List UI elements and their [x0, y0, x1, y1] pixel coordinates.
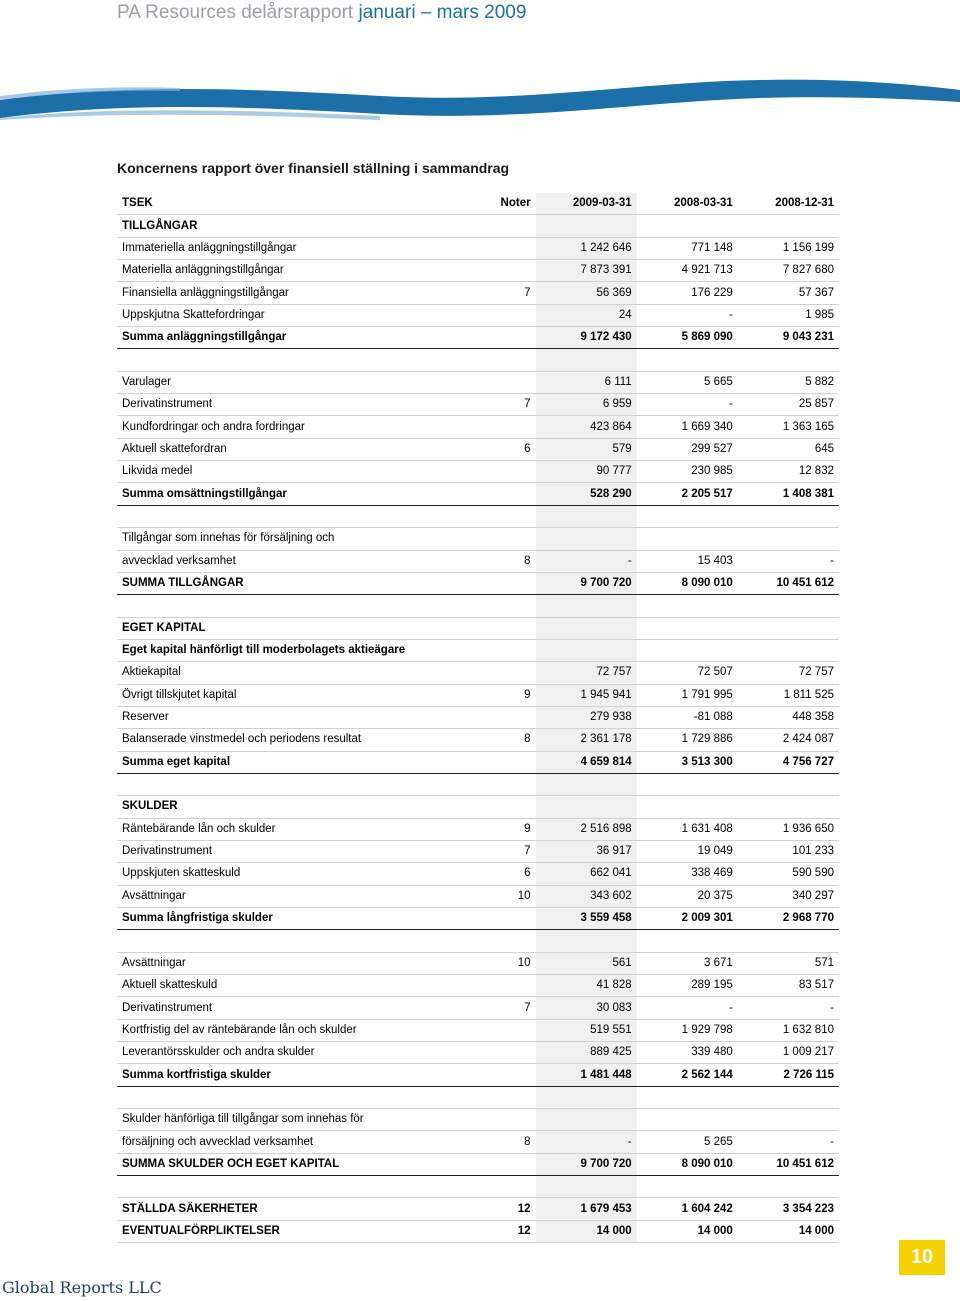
row-value-2009-03-31: 279 938 [536, 706, 637, 728]
row-label: Summa kortfristiga skulder [117, 1064, 435, 1086]
row-value-2008-12-31: 1 408 381 [738, 483, 839, 505]
row-label: Leverantörsskulder och andra skulder [117, 1042, 435, 1064]
row-value-2008-12-31: 590 590 [738, 863, 839, 885]
row-value-2008-12-31: 2 968 770 [738, 908, 839, 930]
row-value-2009-03-31 [536, 1176, 637, 1198]
row-value-2009-03-31 [536, 1109, 637, 1131]
row-label: Tillgångar som innehas för försäljning och [117, 528, 435, 550]
row-label [117, 1086, 435, 1108]
row-value-2008-03-31: 15 403 [637, 550, 738, 572]
table-spacer-row [117, 1086, 839, 1108]
table-row [117, 550, 839, 572]
row-note [435, 461, 535, 483]
row-note [435, 908, 535, 930]
row-note [435, 662, 535, 684]
row-note: 8 [435, 550, 535, 572]
row-value-2008-12-31 [738, 595, 839, 617]
table-row [117, 282, 839, 304]
row-label: Derivatinstrument [117, 840, 435, 862]
table-row [117, 818, 839, 840]
row-label: Summa anläggningstillgångar [117, 327, 435, 349]
row-value-2008-03-31 [637, 617, 738, 639]
table-row [117, 885, 839, 907]
table-header-row [117, 193, 839, 215]
row-value-2008-03-31: 3 513 300 [637, 751, 738, 773]
row-value-2008-12-31: 1 936 650 [738, 818, 839, 840]
row-value-2008-12-31: 101 233 [738, 840, 839, 862]
row-label [117, 595, 435, 617]
row-label: Finansiella anläggningstillgångar [117, 282, 435, 304]
row-note: 12 [435, 1198, 535, 1220]
row-label: TILLGÅNGAR [117, 215, 435, 237]
row-note: 7 [435, 840, 535, 862]
table-spacer-row [117, 505, 839, 527]
row-value-2009-03-31: 561 [536, 952, 637, 974]
row-note: 7 [435, 394, 535, 416]
row-value-2008-03-31 [637, 349, 738, 371]
table-row [117, 840, 839, 862]
row-value-2008-03-31 [637, 930, 738, 952]
row-label [117, 930, 435, 952]
row-value-2008-03-31: 5 665 [637, 371, 738, 393]
column-header-2008-12-31: 2008-12-31 [738, 193, 839, 215]
row-note [435, 572, 535, 594]
column-header-tsek: TSEK [117, 193, 435, 215]
row-value-2008-03-31: 1 604 242 [637, 1198, 738, 1220]
row-value-2008-03-31 [637, 505, 738, 527]
row-value-2008-12-31: 1 632 810 [738, 1019, 839, 1041]
row-note [435, 1064, 535, 1086]
row-value-2008-03-31 [637, 215, 738, 237]
table-row [117, 394, 839, 416]
row-note [435, 327, 535, 349]
row-value-2009-03-31 [536, 349, 637, 371]
row-note [435, 796, 535, 818]
row-label: Uppskjutna Skattefordringar [117, 304, 435, 326]
row-note [435, 505, 535, 527]
table-row [117, 796, 839, 818]
row-value-2009-03-31: 1 679 453 [536, 1198, 637, 1220]
table-row [117, 1042, 839, 1064]
row-note [435, 706, 535, 728]
row-label: Uppskjuten skatteskuld [117, 863, 435, 885]
row-note: 7 [435, 997, 535, 1019]
row-label: Kundfordringar och andra fordringar [117, 416, 435, 438]
row-value-2008-12-31 [738, 528, 839, 550]
row-note: 6 [435, 863, 535, 885]
row-label: Immateriella anläggningstillgångar [117, 237, 435, 259]
page-number-badge: 10 [899, 1240, 945, 1275]
row-note [435, 304, 535, 326]
row-label: Summa omsättningstillgångar [117, 483, 435, 505]
row-note: 9 [435, 818, 535, 840]
row-label: Derivatinstrument [117, 997, 435, 1019]
row-value-2008-03-31: 1 791 995 [637, 684, 738, 706]
row-label [117, 1176, 435, 1198]
row-value-2009-03-31: 889 425 [536, 1042, 637, 1064]
row-label [117, 773, 435, 795]
row-label: Aktiekapital [117, 662, 435, 684]
row-note: 8 [435, 729, 535, 751]
row-value-2008-12-31 [738, 349, 839, 371]
row-value-2009-03-31: 2 516 898 [536, 818, 637, 840]
row-label: SKULDER [117, 796, 435, 818]
footer-company-name: Global Reports LLC [2, 1278, 162, 1297]
row-value-2009-03-31: 9 700 720 [536, 572, 637, 594]
row-value-2008-12-31 [738, 505, 839, 527]
row-note: 7 [435, 282, 535, 304]
table-row [117, 952, 839, 974]
row-value-2009-03-31: 1 945 941 [536, 684, 637, 706]
row-value-2008-12-31: - [738, 550, 839, 572]
row-value-2009-03-31: 4 659 814 [536, 751, 637, 773]
row-value-2008-03-31: 8 090 010 [637, 1153, 738, 1175]
table-row [117, 438, 839, 460]
table-row [117, 260, 839, 282]
table-row [117, 751, 839, 773]
row-value-2008-03-31 [637, 773, 738, 795]
row-value-2009-03-31: 9 700 720 [536, 1153, 637, 1175]
table-row [117, 617, 839, 639]
row-label: EGET KAPITAL [117, 617, 435, 639]
row-value-2008-03-31: 176 229 [637, 282, 738, 304]
table-spacer-row [117, 773, 839, 795]
row-label [117, 349, 435, 371]
row-note [435, 1109, 535, 1131]
row-value-2008-12-31: 1 156 199 [738, 237, 839, 259]
row-value-2008-03-31: 5 869 090 [637, 327, 738, 349]
row-value-2008-03-31: 20 375 [637, 885, 738, 907]
row-value-2008-03-31 [637, 595, 738, 617]
row-label: Skulder hänförliga till tillgångar som innehas för [117, 1109, 435, 1131]
row-value-2008-12-31: 2 424 087 [738, 729, 839, 751]
row-value-2008-12-31 [738, 930, 839, 952]
row-note [435, 930, 535, 952]
row-value-2008-03-31: 1 631 408 [637, 818, 738, 840]
row-value-2008-03-31: 1 669 340 [637, 416, 738, 438]
row-note [435, 215, 535, 237]
row-value-2008-03-31: 771 148 [637, 237, 738, 259]
row-note [435, 751, 535, 773]
row-label: Avsättningar [117, 885, 435, 907]
row-value-2009-03-31: 579 [536, 438, 637, 460]
row-note [435, 349, 535, 371]
row-value-2008-12-31: - [738, 997, 839, 1019]
row-value-2009-03-31 [536, 796, 637, 818]
row-value-2008-03-31: 72 507 [637, 662, 738, 684]
row-note [435, 773, 535, 795]
row-note [435, 1086, 535, 1108]
row-label: Balanserade vinstmedel och periodens resultat [117, 729, 435, 751]
row-note: 9 [435, 684, 535, 706]
table-row [117, 483, 839, 505]
row-value-2008-03-31: 3 671 [637, 952, 738, 974]
table-row [117, 572, 839, 594]
row-label: Eget kapital hänförligt till moderbolagets aktieägare [117, 639, 435, 661]
row-label: Summa eget kapital [117, 751, 435, 773]
table-row [117, 1220, 839, 1242]
row-label: försäljning och avvecklad verksamhet [117, 1131, 435, 1153]
row-value-2009-03-31: 72 757 [536, 662, 637, 684]
row-value-2008-03-31: - [637, 304, 738, 326]
row-label: avvecklad verksamhet [117, 550, 435, 572]
row-value-2009-03-31: 41 828 [536, 975, 637, 997]
row-value-2009-03-31: 90 777 [536, 461, 637, 483]
row-value-2008-12-31: 645 [738, 438, 839, 460]
row-value-2008-12-31: 83 517 [738, 975, 839, 997]
table-row [117, 997, 839, 1019]
row-value-2009-03-31: 30 083 [536, 997, 637, 1019]
row-value-2009-03-31: 519 551 [536, 1019, 637, 1041]
table-row [117, 684, 839, 706]
row-value-2009-03-31: 24 [536, 304, 637, 326]
row-label: Materiella anläggningstillgångar [117, 260, 435, 282]
table-row [117, 729, 839, 751]
row-value-2008-03-31: 2 205 517 [637, 483, 738, 505]
table-row [117, 1019, 839, 1041]
row-value-2008-03-31 [637, 1086, 738, 1108]
table-row [117, 706, 839, 728]
row-note [435, 237, 535, 259]
balance-sheet-table [117, 193, 839, 1243]
row-value-2008-12-31: 9 043 231 [738, 327, 839, 349]
row-value-2008-03-31: 14 000 [637, 1220, 738, 1242]
row-label: Derivatinstrument [117, 394, 435, 416]
row-label: Övrigt tillskjutet kapital [117, 684, 435, 706]
row-value-2008-03-31: 1 929 798 [637, 1019, 738, 1041]
row-value-2009-03-31: 6 111 [536, 371, 637, 393]
table-row [117, 1131, 839, 1153]
row-label: Reserver [117, 706, 435, 728]
row-value-2008-12-31: 10 451 612 [738, 572, 839, 594]
table-row [117, 528, 839, 550]
report-header-title [117, 2, 526, 24]
row-label: SUMMA TILLGÅNGAR [117, 572, 435, 594]
row-label: Aktuell skatteskuld [117, 975, 435, 997]
row-value-2009-03-31: 9 172 430 [536, 327, 637, 349]
row-value-2008-03-31: 4 921 713 [637, 260, 738, 282]
table-row [117, 237, 839, 259]
row-note [435, 595, 535, 617]
row-value-2008-12-31: 3 354 223 [738, 1198, 839, 1220]
table-row [117, 1109, 839, 1131]
column-header-2009-03-31: 2009-03-31 [536, 193, 637, 215]
row-value-2008-12-31: 7 827 680 [738, 260, 839, 282]
row-label: Räntebärande lån och skulder [117, 818, 435, 840]
table-row [117, 215, 839, 237]
row-value-2008-12-31: 2 726 115 [738, 1064, 839, 1086]
row-note [435, 371, 535, 393]
row-value-2008-03-31 [637, 639, 738, 661]
row-value-2008-12-31 [738, 215, 839, 237]
table-row [117, 1153, 839, 1175]
row-value-2009-03-31: 1 242 646 [536, 237, 637, 259]
row-value-2008-12-31 [738, 639, 839, 661]
column-header-noter: Noter [435, 193, 535, 215]
row-label: STÄLLDA SÄKERHETER [117, 1198, 435, 1220]
row-value-2008-03-31 [637, 796, 738, 818]
table-row [117, 304, 839, 326]
row-value-2008-12-31 [738, 617, 839, 639]
row-value-2009-03-31: 423 864 [536, 416, 637, 438]
table-row [117, 1198, 839, 1220]
row-label: Likvida medel [117, 461, 435, 483]
row-value-2009-03-31 [536, 528, 637, 550]
row-note [435, 528, 535, 550]
row-value-2009-03-31 [536, 617, 637, 639]
row-value-2008-12-31: 10 451 612 [738, 1153, 839, 1175]
row-value-2008-12-31: 57 367 [738, 282, 839, 304]
row-value-2009-03-31: 7 873 391 [536, 260, 637, 282]
row-value-2009-03-31: 3 559 458 [536, 908, 637, 930]
row-value-2008-12-31: 340 297 [738, 885, 839, 907]
table-row [117, 461, 839, 483]
row-value-2008-12-31: 25 857 [738, 394, 839, 416]
row-value-2008-03-31: - [637, 394, 738, 416]
row-note: 8 [435, 1131, 535, 1153]
row-label [117, 505, 435, 527]
row-value-2008-03-31: - [637, 997, 738, 1019]
row-value-2008-12-31: 1 985 [738, 304, 839, 326]
row-value-2009-03-31: - [536, 550, 637, 572]
row-value-2008-12-31: 72 757 [738, 662, 839, 684]
row-label: Aktuell skattefordran [117, 438, 435, 460]
row-value-2009-03-31: 662 041 [536, 863, 637, 885]
row-value-2008-03-31: -81 088 [637, 706, 738, 728]
row-value-2009-03-31 [536, 773, 637, 795]
row-value-2008-03-31: 1 729 886 [637, 729, 738, 751]
row-value-2008-12-31 [738, 773, 839, 795]
row-value-2009-03-31: 56 369 [536, 282, 637, 304]
row-note [435, 617, 535, 639]
table-row [117, 1064, 839, 1086]
row-value-2008-03-31: 338 469 [637, 863, 738, 885]
row-value-2008-12-31 [738, 1086, 839, 1108]
row-value-2008-03-31: 19 049 [637, 840, 738, 862]
row-value-2008-03-31: 5 265 [637, 1131, 738, 1153]
row-note [435, 260, 535, 282]
row-value-2009-03-31 [536, 215, 637, 237]
row-value-2008-03-31: 2 009 301 [637, 908, 738, 930]
table-row [117, 327, 839, 349]
row-note [435, 975, 535, 997]
table-row [117, 908, 839, 930]
table-row [117, 863, 839, 885]
row-value-2008-12-31: 1 811 525 [738, 684, 839, 706]
row-value-2008-03-31: 339 480 [637, 1042, 738, 1064]
column-header-2008-03-31: 2008-03-31 [637, 193, 738, 215]
row-value-2009-03-31: 2 361 178 [536, 729, 637, 751]
row-note: 6 [435, 438, 535, 460]
row-label: Kortfristig del av räntebärande lån och skulder [117, 1019, 435, 1041]
header-swoosh-decoration [0, 62, 960, 122]
row-value-2009-03-31 [536, 930, 637, 952]
row-label: SUMMA SKULDER OCH EGET KAPITAL [117, 1153, 435, 1175]
row-value-2008-12-31: 571 [738, 952, 839, 974]
row-value-2008-12-31 [738, 1109, 839, 1131]
row-value-2008-03-31 [637, 1109, 738, 1131]
row-note: 10 [435, 885, 535, 907]
table-spacer-row [117, 349, 839, 371]
row-value-2009-03-31: 36 917 [536, 840, 637, 862]
row-value-2009-03-31 [536, 639, 637, 661]
row-value-2009-03-31 [536, 1086, 637, 1108]
row-note [435, 416, 535, 438]
table-spacer-row [117, 595, 839, 617]
table-spacer-row [117, 1176, 839, 1198]
row-value-2008-12-31: 12 832 [738, 461, 839, 483]
header-title-prefix: PA Resources delårsrapport [117, 2, 359, 23]
table-spacer-row [117, 930, 839, 952]
row-note [435, 1176, 535, 1198]
row-note [435, 1153, 535, 1175]
row-value-2009-03-31: 343 602 [536, 885, 637, 907]
row-note: 12 [435, 1220, 535, 1242]
row-note [435, 1042, 535, 1064]
row-value-2009-03-31: 1 481 448 [536, 1064, 637, 1086]
row-value-2008-12-31: 448 358 [738, 706, 839, 728]
section-title: Koncernens rapport över finansiell ställning i sammandrag [117, 160, 510, 176]
row-value-2008-03-31 [637, 528, 738, 550]
row-label: Summa långfristiga skulder [117, 908, 435, 930]
row-value-2008-12-31 [738, 796, 839, 818]
row-value-2008-12-31: 5 882 [738, 371, 839, 393]
row-value-2009-03-31 [536, 505, 637, 527]
header-title-period: januari – mars 2009 [358, 2, 527, 23]
row-note [435, 483, 535, 505]
table-row [117, 371, 839, 393]
row-value-2008-03-31: 230 985 [637, 461, 738, 483]
row-value-2008-03-31: 8 090 010 [637, 572, 738, 594]
row-value-2009-03-31: 6 959 [536, 394, 637, 416]
row-value-2009-03-31: 528 290 [536, 483, 637, 505]
row-value-2008-12-31: 4 756 727 [738, 751, 839, 773]
row-value-2008-12-31: 1 363 165 [738, 416, 839, 438]
row-value-2009-03-31: 14 000 [536, 1220, 637, 1242]
row-note [435, 1019, 535, 1041]
row-value-2008-03-31: 289 195 [637, 975, 738, 997]
table-row [117, 416, 839, 438]
row-value-2008-03-31: 2 562 144 [637, 1064, 738, 1086]
row-label: EVENTUALFÖRPLIKTELSER [117, 1220, 435, 1242]
row-value-2008-12-31: 14 000 [738, 1220, 839, 1242]
row-value-2009-03-31 [536, 595, 637, 617]
row-value-2008-12-31 [738, 1176, 839, 1198]
row-note [435, 639, 535, 661]
row-label: Avsättningar [117, 952, 435, 974]
row-value-2008-03-31 [637, 1176, 738, 1198]
table-row [117, 975, 839, 997]
row-value-2008-03-31: 299 527 [637, 438, 738, 460]
row-value-2009-03-31: - [536, 1131, 637, 1153]
row-value-2008-12-31: 1 009 217 [738, 1042, 839, 1064]
table-row [117, 662, 839, 684]
row-value-2008-12-31: - [738, 1131, 839, 1153]
table-row [117, 639, 839, 661]
row-note: 10 [435, 952, 535, 974]
row-label: Varulager [117, 371, 435, 393]
